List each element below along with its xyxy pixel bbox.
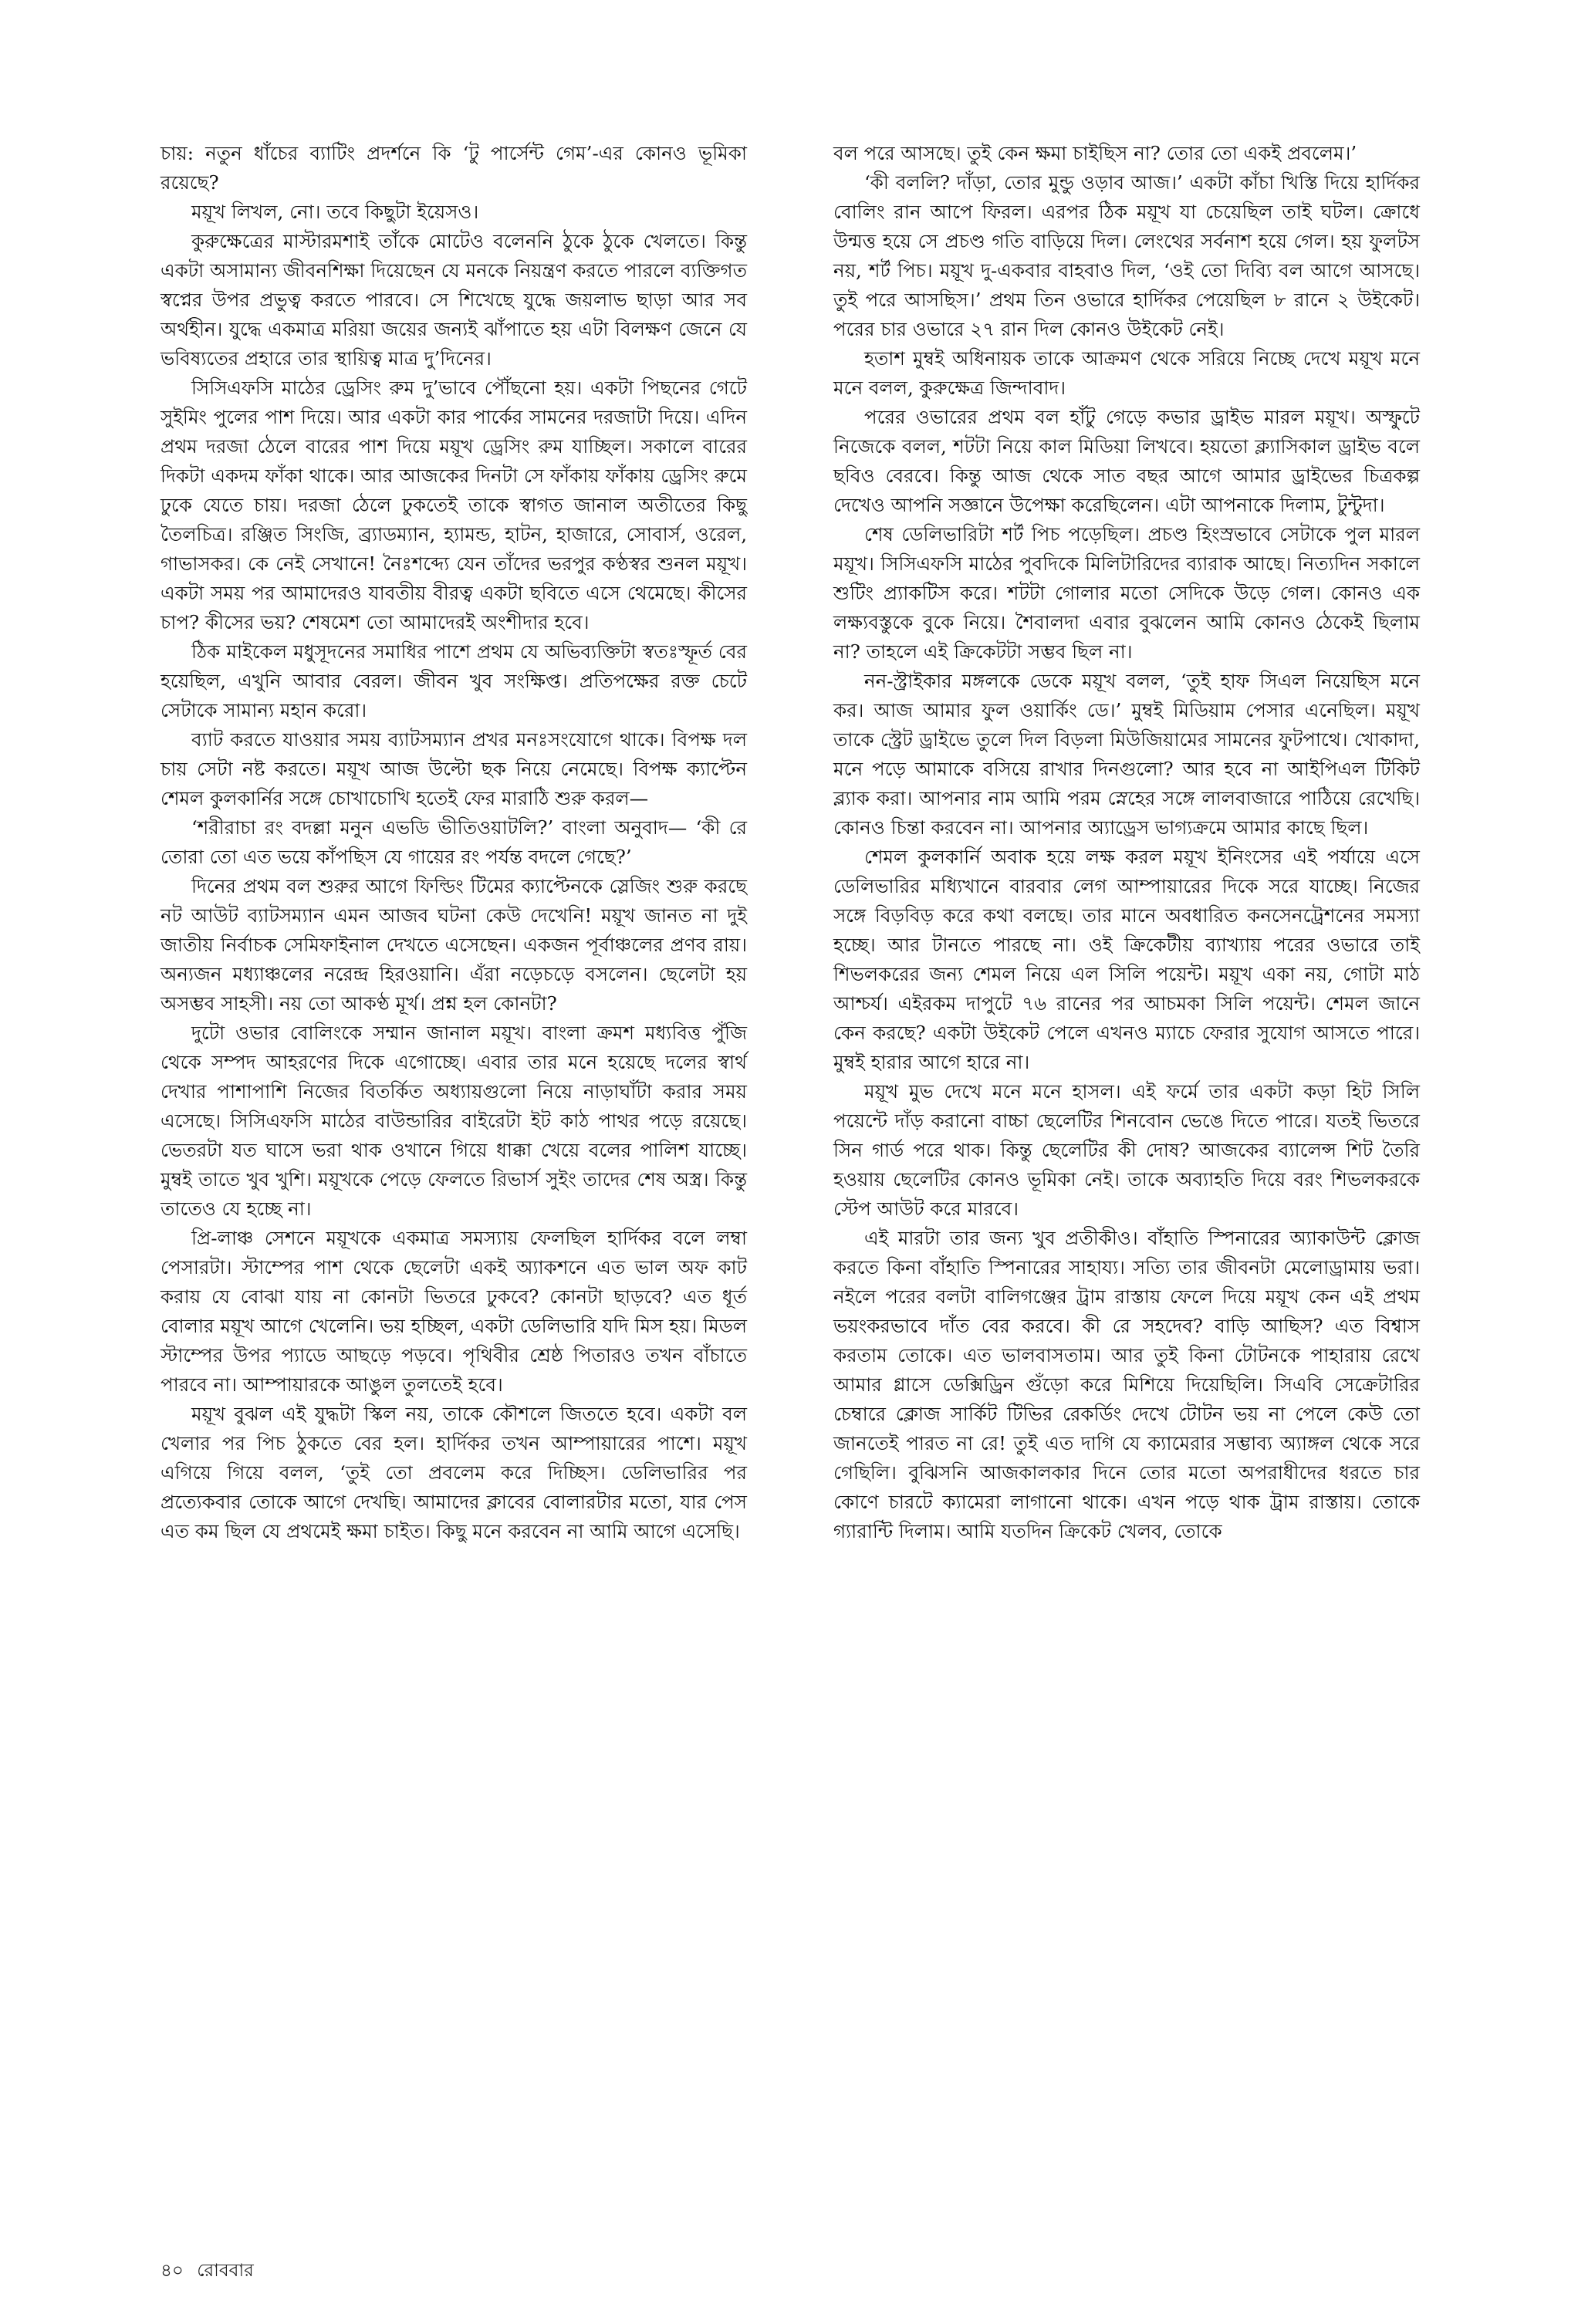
paragraph: এই মারটা তার জন্য খুব প্রতীকীও। বাঁহাতি স্পিনারের অ্যাকাউন্ট ক্লোজ করতে কিনা বাঁহাতি স্পিনারের সাহায্য। সত্যি তার জীবনটা মেলোড্রামায় ভরা। নইলে পরের বলটা বালিগঞ্জের ট্রাম রাস্তায় ফেলে দিয়ে ময়ূখ কেন এই প্রথম ভয়ংকরভাবে দাঁত বের করবে। কী রে সহদেব? বাড়ি আছিস? এত বিশ্বাস করতাম তোকে। এত ভালবাসতাম। আর তুই কিনা টোটনকে পাহারায় রেখে আমার গ্লাসে ডেক্সিড্রিন গুঁড়ো করে মিশিয়ে দিয়েছিলি। সিএবি সেক্রেটারির চেম্বারে ক্লোজ সার্কিট টিভির রেকর্ডিং দেখে টোটন ভয় না পেলে কেউ তো জানতেই পারত না রে! তুই এত দাগি যে ক্যামেরার সম্ভাব্য অ্যাঙ্গল থেকে সরে গেছিলি। বুঝিসনি আজকালকার দিনে তোর মতো অপরাধীদের ধরতে চার কোণে চারটে ক্যামেরা লাগানো থাকে। এখন পড়ে থাক ট্রাম রাস্তায়। তোকে গ্যারান্টি দিলাম। আমি যতদিন ক্রিকেট খেলব, তোকে (833, 1227, 1420, 1542)
paragraph: বল পরে আসছে। তুই কেন ক্ষমা চাইছিস না? তোর তো একই প্রবলেম।’ (833, 142, 1357, 164)
publication-name: রোববার (197, 2261, 254, 2281)
paragraph: নন-স্ট্রাইকার মঙ্গলকে ডেকে ময়ূখ বলল, ‘তুই হাফ সিএল নিয়েছিস মনে কর। আজ আমার ফুল ওয়ার্কিং ডে।’ মুম্বই মিডিয়াম পেসার এনেছিল। ময়ূখ তাকে স্ট্রেট ড্রাইভে তুলে দিল বিড়লা মিউজিয়ামের সামনের ফুটপাথে। খোকাদা, মনে পড়ে আমাকে বসিয়ে রাখার দিনগুলো? আর হবে না আইপিএল টিকিট ব্ল্যাক করা। আপনার নাম আমি পরম স্নেহের সঙ্গে লালবাজারে পাঠিয়ে রেখেছি। কোনও চিন্তা করবেন না। আপনার অ্যাড্রেস ভাগ্যক্রমে আমার কাছে ছিল। (833, 670, 1420, 839)
paragraph: শেষ ডেলিভারিটা শর্ট পিচ পড়েছিল। প্রচণ্ড হিংস্রভাবে সেটাকে পুল মারল ময়ূখ। সিসিএফসি মাঠের পুবদিকে মিলিটারিদের ব্যারাক আছে। নিত্যদিন সকালে শুটিং প্র্যাকটিস করে। শটটা গোলার মতো সেদিকে উড়ে গেল। কোনও এক লক্ষ্যবস্তুকে বুকে নিয়ে। শৈবালদা এবার বুঝলেন আমি কোনও ঠেকেই ছিলাম না? তাহলে এই ক্রিকেটটা সম্ভব ছিল না। (833, 523, 1420, 663)
paragraph: চায়: নতুন ধাঁচের ব্যাটিং প্রদর্শনে কি ‘টু পার্সেন্ট গেম’-এর কোনও ভূমিকা রয়েছে? (161, 142, 747, 194)
paragraph: ময়ূখ মুভ দেখে মনে মনে হাসল। এই ফর্মে তার একটা কড়া হিট সিলি পয়েন্টে দাঁড় করানো বাচ্চা ছেলেটির শিনবোন ভেঙে দিতে পারে। যতই ভিতরে সিন গার্ড পরে থাক। কিন্তু ছেলেটির কী দোষ? আজকের ব্যালেন্স শিট তৈরি হওয়ায় ছেলেটির কোনও ভূমিকা নেই। তাকে অব্যাহতি দিয়ে বরং শিভলকরকে স্টেপ আউট করে মারবে। (833, 1080, 1420, 1220)
paragraph: হতাশ মুম্বই অধিনায়ক তাকে আক্রমণ থেকে সরিয়ে নিচ্ছে দেখে ময়ূখ মনে মনে বলল, কুরুক্ষেত্র জিন্দাবাদ। (833, 347, 1420, 399)
paragraph: কুরুক্ষেত্রের মাস্টারমশাই তাঁকে মোটেও বলেননি ঠুকে ঠুকে খেলতে। কিন্তু একটা অসামান্য জীবনশিক্ষা দিয়েছেন যে মনকে নিয়ন্ত্রণ করতে পারলে ব্যক্তিগত স্বপ্নের উপর প্রভুত্ব করতে পারবে। সে শিখেছে যুদ্ধে জয়লাভ ছাড়া আর সব অর্থহীন। যুদ্ধে একমাত্র মরিয়া জয়ের জন্যই ঝাঁপাতে হয় এটা বিলক্ষণ জেনে যে ভবিষ্যতের প্রহারে তার স্থায়িত্ব মাত্র দু’দিনের। (161, 230, 747, 370)
paragraph: ময়ূখ লিখল, নো। তবে কিছুটা ইয়েসও। (191, 201, 479, 223)
paragraph: সিসিএফসি মাঠের ড্রেসিং রুম দু’ভাবে পৌঁছনো হয়। একটা পিছনের গেটে সুইমিং পুলের পাশ দিয়ে। আর একটা কার পার্কের সামনের দরজাটা দিয়ে। এদিন প্রথম দরজা ঠেলে বারের পাশ দিয়ে ময়ূখ ড্রেসিং রুম যাচ্ছিল। সকালে বারের দিকটা একদম ফাঁকা থাকে। আর আজকের দিনটা সে ফাঁকায় ফাঁকায় ড্রেসিং রুমে ঢুকে যেতে চায়। দরজা ঠেলে ঢুকতেই তাকে স্বাগত জানাল অতীতের কিছু তৈলচিত্র। রঞ্জিত সিংজি, ব্র্যাডম্যান, হ্যামন্ড, হাটন, হাজারে, সোবার্স, ওরেল, গাভাসকর। কে নেই সেখানে! নৈঃশব্দ্যে যেন তাঁদের ভরপুর কণ্ঠস্বর শুনল ময়ূখ। একটা সময় পর আমাদেরও যাবতীয় বীরত্ব একটা ছবিতে এসে থেমেছে। কীসের চাপ? কীসের ভয়? শেষমেশ তো আমাদেরই অংশীদার হবে। (161, 377, 747, 633)
paragraph: দিনের প্রথম বল শুরুর আগে ফিল্ডিং টিমের ক্যাপ্টেনকে স্লেজিং শুরু করছে নট আউট ব্যাটসম্যান এমন আজব ঘটনা কেউ দেখেনি! ময়ূখ জানত না দুই জাতীয় নির্বাচক সেমিফাইনাল দেখতে এসেছেন। একজন পূর্বাঞ্চলের প্রণব রায়। অন্যজন মধ্যাঞ্চলের নরেন্দ্র হিরওয়ানি। এঁরা নড়েচড়ে বসলেন। ছেলেটা হয় অসম্ভব সাহসী। নয় তো আকণ্ঠ মূর্খ। প্রশ্ন হল কোনটা? (161, 875, 747, 1015)
paragraph: শেমল কুলকার্নি অবাক হয়ে লক্ষ করল ময়ূখ ইনিংসের এই পর্যায়ে এসে ডেলিভারির মধ্যিখানে বারবার লেগ আম্পায়ারের দিকে সরে যাচ্ছে। নিজের সঙ্গে বিড়বিড় করে কথা বলছে। তার মানে অবধারিত কনসেনট্রেশনের সমস্যা হচ্ছে। আর টানতে পারছে না। ওই ক্রিকেটীয় ব্যাখ্যায় পরের ওভারে তাই শিভলকরের জন্য শেমল নিয়ে এল সিলি পয়েন্ট। ময়ূখ একা নয়, গোটা মাঠ আশ্চর্য। এইরকম দাপুটে ৭৬ রানের পর আচমকা সিলি পয়েন্ট। শেমল জানে কেন করছে? একটা উইকেট পেলে এখনও ম্যাচে ফেরার সুযোগ আসতে পারে। মুম্বই হারার আগে হারে না। (833, 846, 1420, 1073)
paragraph: ‘শরীরাচা রং বদল্লা মনুন এভডি ভীতিওয়াটলি?’ বাংলা অনুবাদ— ‘কী রে তোরা তো এত ভয়ে কাঁপছিস যে গায়ের রং পর্যন্ত বদলে গেছে?’ (161, 816, 747, 868)
paragraph: পরের ওভারের প্রথম বল হাঁটু গেড়ে কভার ড্রাইভ মারল ময়ূখ। অস্ফুটে নিজেকে বলল, শটটা নিয়ে কাল মিডিয়া লিখবে। হয়তো ক্ল্যাসিকাল ড্রাইভ বলে ছবিও বেরবে। কিন্তু আজ থেকে সাত বছর আগে আমার ড্রাইভের চিত্রকল্প দেখেও আপনি সজ্ঞানে উপেক্ষা করেছিলেন। এটা আপনাকে দিলাম, টুন্টুদা। (833, 406, 1420, 516)
page-number: ৪০ (161, 2261, 184, 2281)
paragraph: দুটো ওভার বোলিংকে সম্মান জানাল ময়ূখ। বাংলা ক্রমশ মধ্যবিত্ত পুঁজি থেকে সম্পদ আহরণের দিকে এগোচ্ছে। এবার তার মনে হয়েছে দলের স্বার্থ দেখার পাশাপাশি নিজের বিতর্কিত অধ্যায়গুলো নিয়ে নাড়াঘাঁটা করার সময় এসেছে। সিসিএফসি মাঠের বাউন্ডারির বাইরেটা ইট কাঠ পাথর পড়ে রয়েছে। ভেতরটা যত ঘাসে ভরা থাক ওখানে গিয়ে ধাক্কা খেয়ে বলের পালিশ যাচ্ছে। মুম্বই তাতে খুব খুশি। ময়ূখকে পেড়ে ফেলতে রিভার্স সুইং তাদের শেষ অস্ত্র। কিন্তু তাতেও যে হচ্ছে না। (161, 1022, 747, 1220)
paragraph: প্রি-লাঞ্চ সেশনে ময়ূখকে একমাত্র সমস্যায় ফেলছিল হার্দিকর বলে লম্বা পেসারটা। স্টাম্পের পাশ থেকে ছেলেটা একই অ্যাকশনে এত ভাল অফ কাট করায় যে বোঝা যায় না কোনটা ভিতরে ঢুকবে? কোনটা ছাড়বে? এত ধূর্ত বোলার ময়ূখ আগে খেলেনি। ভয় হচ্ছিল, একটা ডেলিভারি যদি মিস হয়। মিডল স্টাম্পের উপর প্যাডে আছড়ে পড়বে। পৃথিবীর শ্রেষ্ঠ পিতারও তখন বাঁচাতে পারবে না। আম্পায়ারকে আঙুল তুলতেই হবে। (161, 1227, 747, 1396)
paragraph: ‘কী বললি? দাঁড়া, তোর মুন্ডু ওড়াব আজ।’ একটা কাঁচা খিস্তি দিয়ে হার্দিকর বোলিং রান আপে ফিরল। এরপর ঠিক ময়ূখ যা চেয়েছিল তাই ঘটল। ক্রোধে উন্মত্ত হয়ে সে প্রচণ্ড গতি বাড়িয়ে দিল। লেংথের সর্বনাশ হয়ে গেল। হয় ফুলটস নয়, শর্ট পিচ। ময়ূখ দু-একবার বাহবাও দিল, ‘ওই তো দিব্যি বল আগে আসছে। তুই পরে আসছিস।’ প্রথম তিন ওভারে হার্দিকর পেয়েছিল ৮ রানে ২ উইকেট। পরের চার ওভারে ২৭ রান দিল কোনও উইকেট নেই। (833, 171, 1420, 340)
page-footer (161, 2259, 254, 2282)
paragraph: ময়ূখ বুঝল এই যুদ্ধটা স্কিল নয়, তাকে কৌশলে জিততে হবে। একটা বল খেলার পর পিচ ঠুকতে বের হল। হার্দিকর তখন আম্পায়ারের পাশে। ময়ূখ এগিয়ে গিয়ে বলল, ‘তুই তো প্রবলেম করে দিচ্ছিস। ডেলিভারির পর প্রত্যেকবার তোকে আগে দেখছি। আমাদের ক্লাবের বোলারটার মতো, যার পেস এত কম ছিল যে প্রথমেই ক্ষমা চাইত। কিছু মনে করবেন না আমি আগে এসেছি। (161, 1403, 747, 1542)
right-text-column (833, 139, 1420, 1546)
paragraph: ব্যাট করতে যাওয়ার সময় ব্যাটসম্যান প্রখর মনঃসংযোগে থাকে। বিপক্ষ দল চায় সেটা নষ্ট করতে। ময়ূখ আজ উল্টো ছক নিয়ে নেমেছে। বিপক্ষ ক্যাপ্টেন শেমল কুলকার্নির সঙ্গে চোখাচোখি হতেই ফের মারাঠি শুরু করল— (161, 728, 747, 809)
paragraph: ঠিক মাইকেল মধুসূদনের সমাধির পাশে প্রথম যে অভিব্যক্তিটা স্বতঃস্ফূর্ত বের হয়েছিল, এখুনি আবার বেরল। জীবন খুব সংক্ষিপ্ত। প্রতিপক্ষের রক্ত চেটে সেটাকে সামান্য মহান করো। (161, 640, 747, 721)
left-text-column (161, 139, 747, 1546)
